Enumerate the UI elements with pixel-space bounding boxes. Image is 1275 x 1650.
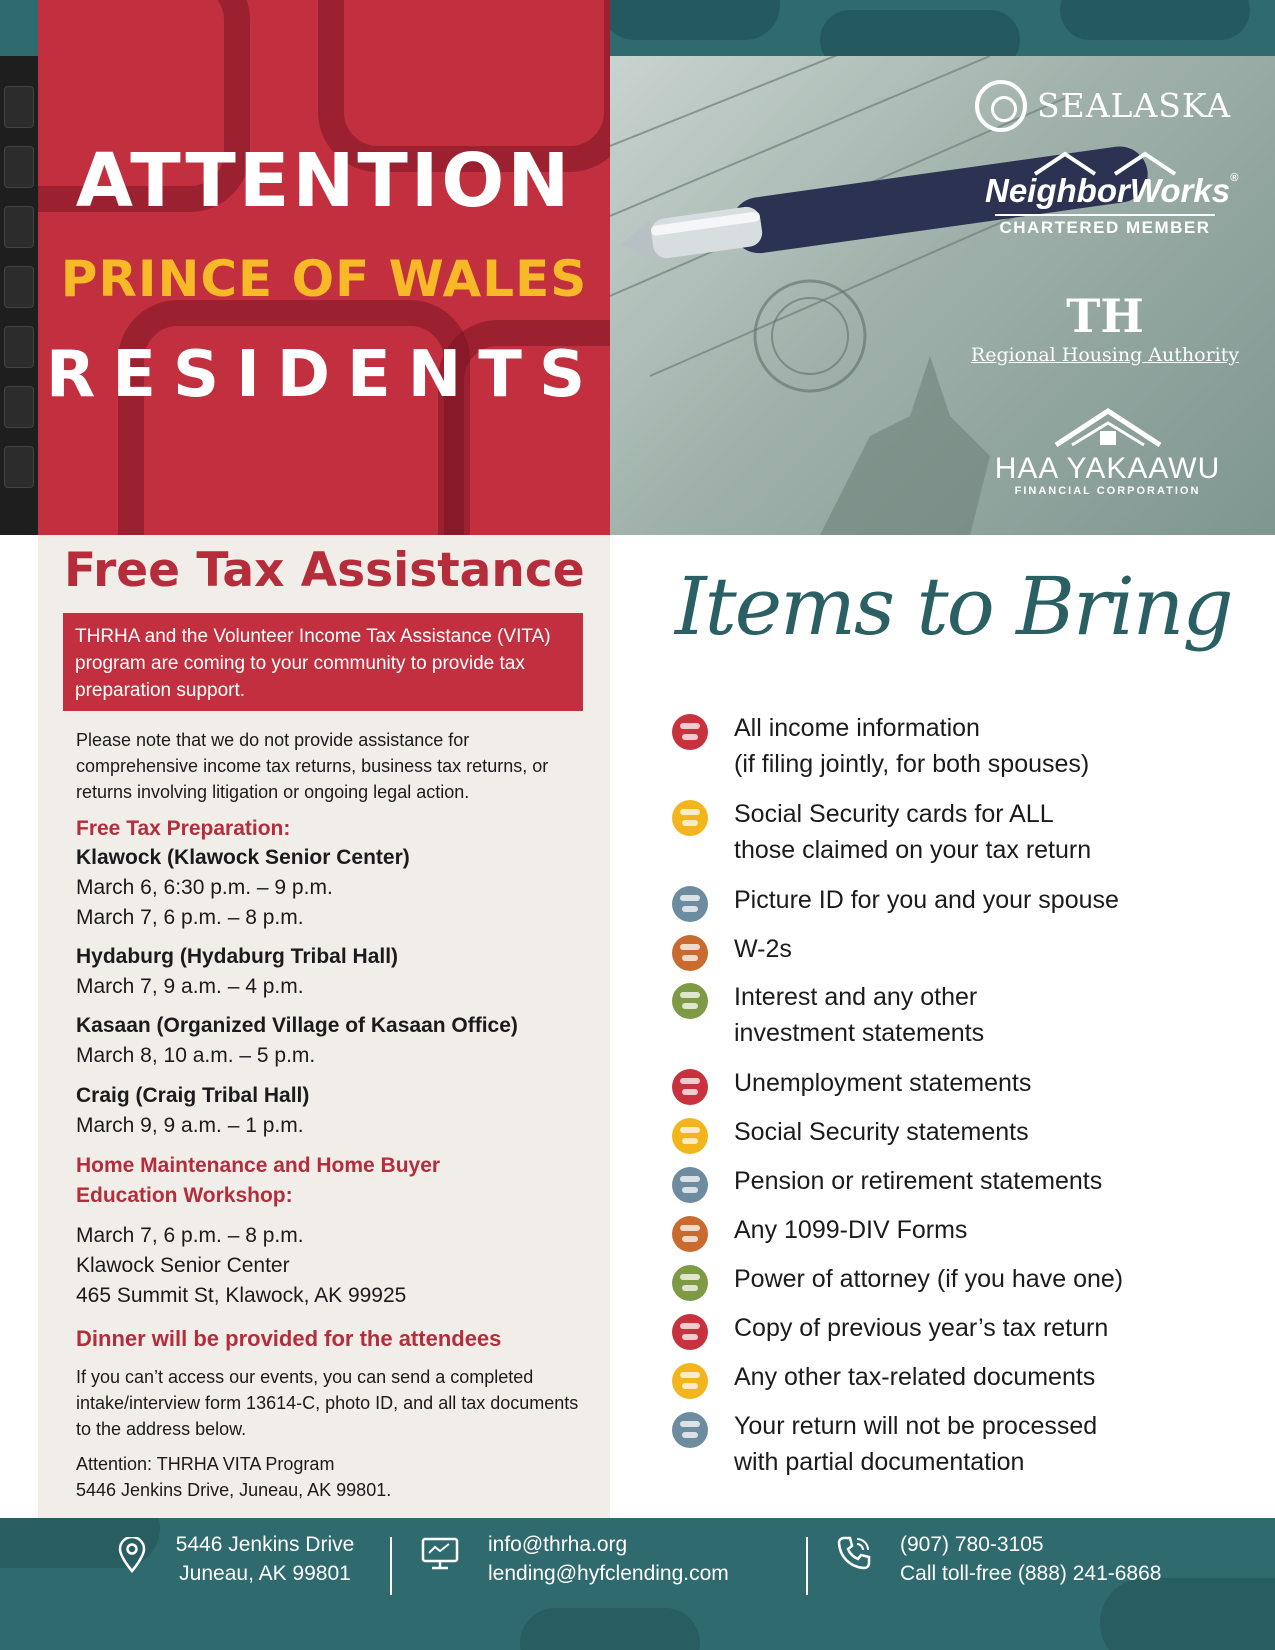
sealaska-name: SEALASKA	[1037, 86, 1232, 125]
footer-phone-tollfree[interactable]: Call toll-free (888) 241-6868	[900, 1562, 1162, 1585]
neighborworks-subtitle: CHARTERED MEMBER	[999, 218, 1211, 237]
orange-mask-icon	[672, 935, 708, 971]
item-line-1: Your return will not be processed	[734, 1412, 1098, 1440]
item-text: Pension or retirement statements	[734, 1167, 1103, 1195]
red-mask-icon	[672, 1069, 708, 1105]
blue-mask-icon	[672, 886, 708, 922]
sealaska-logo	[975, 78, 1245, 138]
workshop-heading-line-1: Home Maintenance and Home Buyer	[76, 1154, 441, 1177]
footer-divider	[390, 1537, 392, 1595]
neighborworks-name-line	[985, 172, 1239, 210]
item-text: Any 1099-DIV Forms	[734, 1216, 968, 1244]
decorative-shape	[820, 10, 1020, 56]
location-kasaan: Kasaan (Organized Village of Kasaan Office)	[76, 1014, 518, 1037]
haa-yakaawu-name: HAA YAKAAWU	[994, 452, 1221, 485]
footer-address-line-1: 5446 Jenkins Drive	[175, 1533, 355, 1556]
hero-attention: ATTENTION	[75, 138, 573, 224]
decorative-shape	[520, 1608, 700, 1650]
keyboard-key	[4, 266, 34, 308]
keyboard-key	[4, 386, 34, 428]
item-text: Picture ID for you and your spouse	[734, 886, 1119, 914]
rha-name: Regional Housing Authority	[970, 344, 1240, 366]
item-text	[734, 796, 1234, 868]
mail-attention: Attention: THRHA VITA Program	[76, 1454, 335, 1474]
item-text	[734, 1408, 1234, 1480]
footer-phone-main[interactable]: (907) 780-3105	[900, 1533, 1044, 1556]
keyboard-key	[4, 206, 34, 248]
workshop-date: March 7, 6 p.m. – 8 p.m.	[76, 1224, 304, 1247]
footer-email-info[interactable]: info@thrha.org	[488, 1533, 628, 1556]
item-line-1: Social Security cards for ALL	[734, 800, 1054, 828]
blue-mask-icon	[672, 1412, 708, 1448]
location-craig: Craig (Craig Tribal Hall)	[76, 1084, 310, 1107]
location-hydaburg: Hydaburg (Hydaburg Tribal Hall)	[76, 945, 399, 968]
item-line-1: All income information	[734, 714, 980, 742]
free-tax-assistance-heading: Free Tax Assistance	[64, 543, 585, 598]
hero-prince-of-wales: PRINCE OF WALES	[60, 250, 588, 308]
klawock-date-2: March 7, 6 p.m. – 8 p.m.	[76, 906, 304, 929]
orange-mask-icon	[672, 1216, 708, 1252]
item-text: Power of attorney (if you have one)	[734, 1265, 1124, 1293]
workshop-heading-line-2: Education Workshop:	[76, 1184, 293, 1207]
phone-icon	[836, 1535, 872, 1571]
dinner-notice: Dinner will be provided for the attendees	[76, 1326, 502, 1351]
footer-email-lending[interactable]: lending@hyfclending.com	[488, 1562, 729, 1585]
item-line-2: with partial documentation	[734, 1448, 1025, 1476]
registered-mark: ®	[1230, 172, 1239, 184]
item-text: Unemployment statements	[734, 1069, 1032, 1097]
workshop-venue: Klawock Senior Center	[76, 1254, 290, 1277]
blue-mask-icon	[672, 1167, 708, 1203]
free-tax-preparation-heading: Free Tax Preparation:	[76, 817, 291, 840]
decorative-shape	[600, 0, 780, 40]
keyboard-key	[4, 446, 34, 488]
item-text: Social Security statements	[734, 1118, 1029, 1146]
rha-mark: TH	[1066, 289, 1144, 343]
item-line-2: those claimed on your tax return	[734, 836, 1092, 864]
neighborworks-logo	[985, 150, 1239, 238]
item-text	[734, 710, 1234, 782]
keyboard-photo	[0, 56, 38, 535]
footer-address-line-2: Juneau, AK 99801	[179, 1562, 351, 1585]
footer-address	[160, 1530, 370, 1588]
sealaska-mark-icon	[975, 80, 1027, 132]
note-text: Please note that we do not provide assistance for comprehensive income tax returns, business tax returns, or returns involving litigation or ongoing legal action.	[76, 730, 549, 802]
item-text: Copy of previous year’s tax return	[734, 1314, 1109, 1342]
item-line-1: Interest and any other	[734, 983, 978, 1011]
hero-residents: RESIDENTS	[45, 338, 603, 412]
item-text: W-2s	[734, 935, 792, 963]
footer-email	[488, 1530, 768, 1588]
formline-pattern	[118, 300, 470, 535]
decorative-shape	[1060, 0, 1250, 40]
item-line-2: (if filing jointly, for both spouses)	[734, 750, 1090, 778]
yellow-mask-icon	[672, 800, 708, 836]
item-line-2: investment statements	[734, 1019, 985, 1047]
yellow-mask-icon	[672, 1363, 708, 1399]
location-pin-icon	[117, 1537, 147, 1573]
computer-monitor-icon	[421, 1537, 459, 1571]
yellow-mask-icon	[672, 1118, 708, 1154]
green-mask-icon	[672, 983, 708, 1019]
klawock-date-1: March 6, 6:30 p.m. – 9 p.m.	[76, 876, 333, 899]
neighborworks-rule	[995, 214, 1215, 216]
craig-date-1: March 9, 9 a.m. – 1 p.m.	[76, 1114, 304, 1137]
footer-divider	[806, 1537, 808, 1595]
red-mask-icon	[672, 714, 708, 750]
mail-note: If you can’t access our events, you can send a completed intake/interview form 13614-C, photo ID, and all tax documents to the address below.	[76, 1367, 579, 1439]
hydaburg-date-1: March 7, 9 a.m. – 4 p.m.	[76, 975, 304, 998]
item-text: Any other tax-related documents	[734, 1363, 1096, 1391]
green-mask-icon	[672, 1265, 708, 1301]
item-text	[734, 979, 1234, 1051]
decorative-shape	[1100, 1578, 1275, 1650]
kasaan-date-1: March 8, 10 a.m. – 5 p.m.	[76, 1044, 316, 1067]
red-mask-icon	[672, 1314, 708, 1350]
intro-box: THRHA and the Volunteer Income Tax Assistance (VITA) program are coming to your community to provide tax preparation support.	[63, 613, 583, 711]
mail-address: 5446 Jenkins Drive, Juneau, AK 99801.	[76, 1480, 392, 1500]
haa-yakaawu-subtitle: FINANCIAL CORPORATION	[1014, 485, 1201, 497]
workshop-address: 465 Summit St, Klawock, AK 99925	[76, 1284, 407, 1307]
regional-housing-authority-logo	[970, 288, 1240, 366]
keyboard-key	[4, 146, 34, 188]
keyboard-key	[4, 86, 34, 128]
haa-yakaawu-logo	[985, 405, 1230, 497]
keyboard-key	[4, 326, 34, 368]
items-to-bring-heading: Items to Bring	[675, 560, 1232, 653]
longhouse-icon	[1048, 405, 1168, 449]
neighborworks-name: NeighborWorks	[985, 172, 1231, 209]
footer-phone	[900, 1530, 1220, 1588]
location-klawock: Klawock (Klawock Senior Center)	[76, 846, 410, 869]
